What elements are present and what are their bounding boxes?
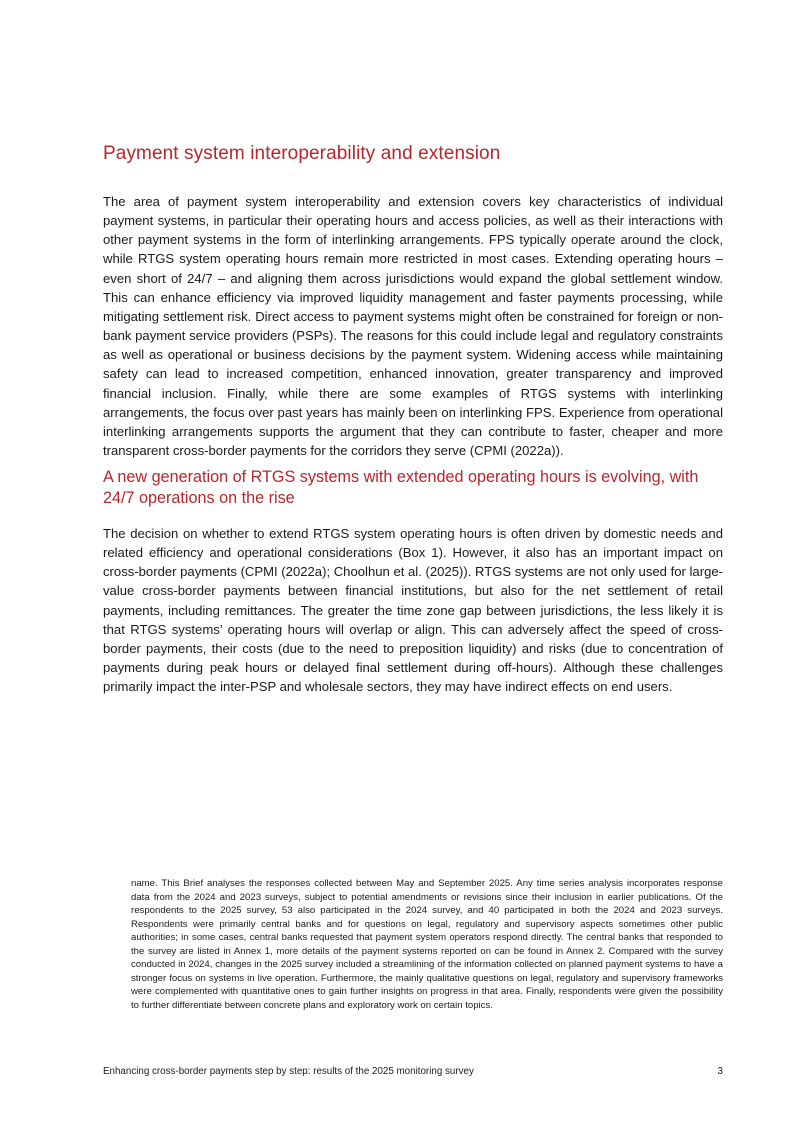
subsection-paragraph: The decision on whether to extend RTGS system operating hours is often driven by domestic needs and related efficiency and operational considerations (Box 1). However, it also has an important impact on cross-border payments (CPMI (2022a); Choolhun et al. (2025)). RTGS systems are not only used for large-value cross-border payments between financial institutions, but also for the net settlement of retail payments, including remittances. The greater the time zone gap between jurisdictions, the less likely it is that RTGS systems’ operating hours will overlap or align. This can adversely affect the speed of cross-border payments, their costs (due to the need to preposition liquidity) and risks (due to concentration of payments during peak hours or delayed final settlement during off-hours). Although these challenges primarily impact the inter-PSP and wholesale sectors, they may have indirect effects on end users.	[103, 526, 723, 695]
footer-title: Enhancing cross-border payments step by step: results of the 2025 monitoring survey	[103, 1066, 474, 1077]
subsection-heading: A new generation of RTGS systems with extended operating hours is evolving, with 24/7 operations on the rise	[103, 468, 699, 507]
page-footer	[103, 1066, 723, 1080]
section-heading: Payment system interoperability and extension	[103, 143, 501, 164]
page-number: 3	[717, 1066, 723, 1077]
section-paragraph: The area of payment system interoperability and extension covers key characteristics of individual payment systems, in particular their operating hours and access policies, as well as their interactions with other payment systems in the form of interlinking arrangements. FPS typically operate around the clock, while RTGS system operating hours remain more restricted in most cases. Extending operating hours – even short of 24/7 – and aligning them across jurisdictions would expand the global settlement window. This can enhance efficiency via improved liquidity management and faster payments processing, while mitigating settlement risk. Direct access to payment systems might often be constrained for foreign or non-bank payment service providers (PSPs). The reasons for this could include legal and regulatory constraints as well as operational or business decisions by the payment system. Widening access while maintaining safety can lead to increased competition, enhanced innovation, greater transparency and improved financial inclusion. Finally, while there are some examples of RTGS systems with interlinking arrangements, the focus over past years has mainly been on interlinking FPS. Experience from operational interlinking arrangements supports the argument that they can contribute to faster, cheaper and more transparent cross-border payments for the corridors they serve (CPMI (2022a)).	[103, 194, 723, 459]
footnote-text: name. This Brief analyses the responses collected between May and September 2025. Any time series analysis incorporates response data from the 2024 and 2023 surveys, subject to potential amendments or revisions since their inclusion in earlier publications. Of the respondents to the 2025 survey, 53 also participated in the 2024 survey, and 40 participated in both the 2024 and 2023 surveys. Respondents were primarily central banks and for questions on legal, regulatory and supervisory aspects sometimes other public authorities; in some cases, central banks requested that payment system operators respond directly. The central banks that responded to the survey are listed in Annex 1, more details of the payment systems reported on can be found in Annex 2. Compared with the survey conducted in 2024, changes in the 2025 survey included a streamlining of the information collected on planned payment systems to have a stronger focus on systems in live operation. Furthermore, the mainly qualitative questions on legal, regulatory and supervisory frameworks were complemented with quantitative ones to gain further insights on progress in that area. Finally, respondents were given the possibility to further differentiate between concrete plans and exploratory work on certain topics.	[131, 878, 723, 1011]
